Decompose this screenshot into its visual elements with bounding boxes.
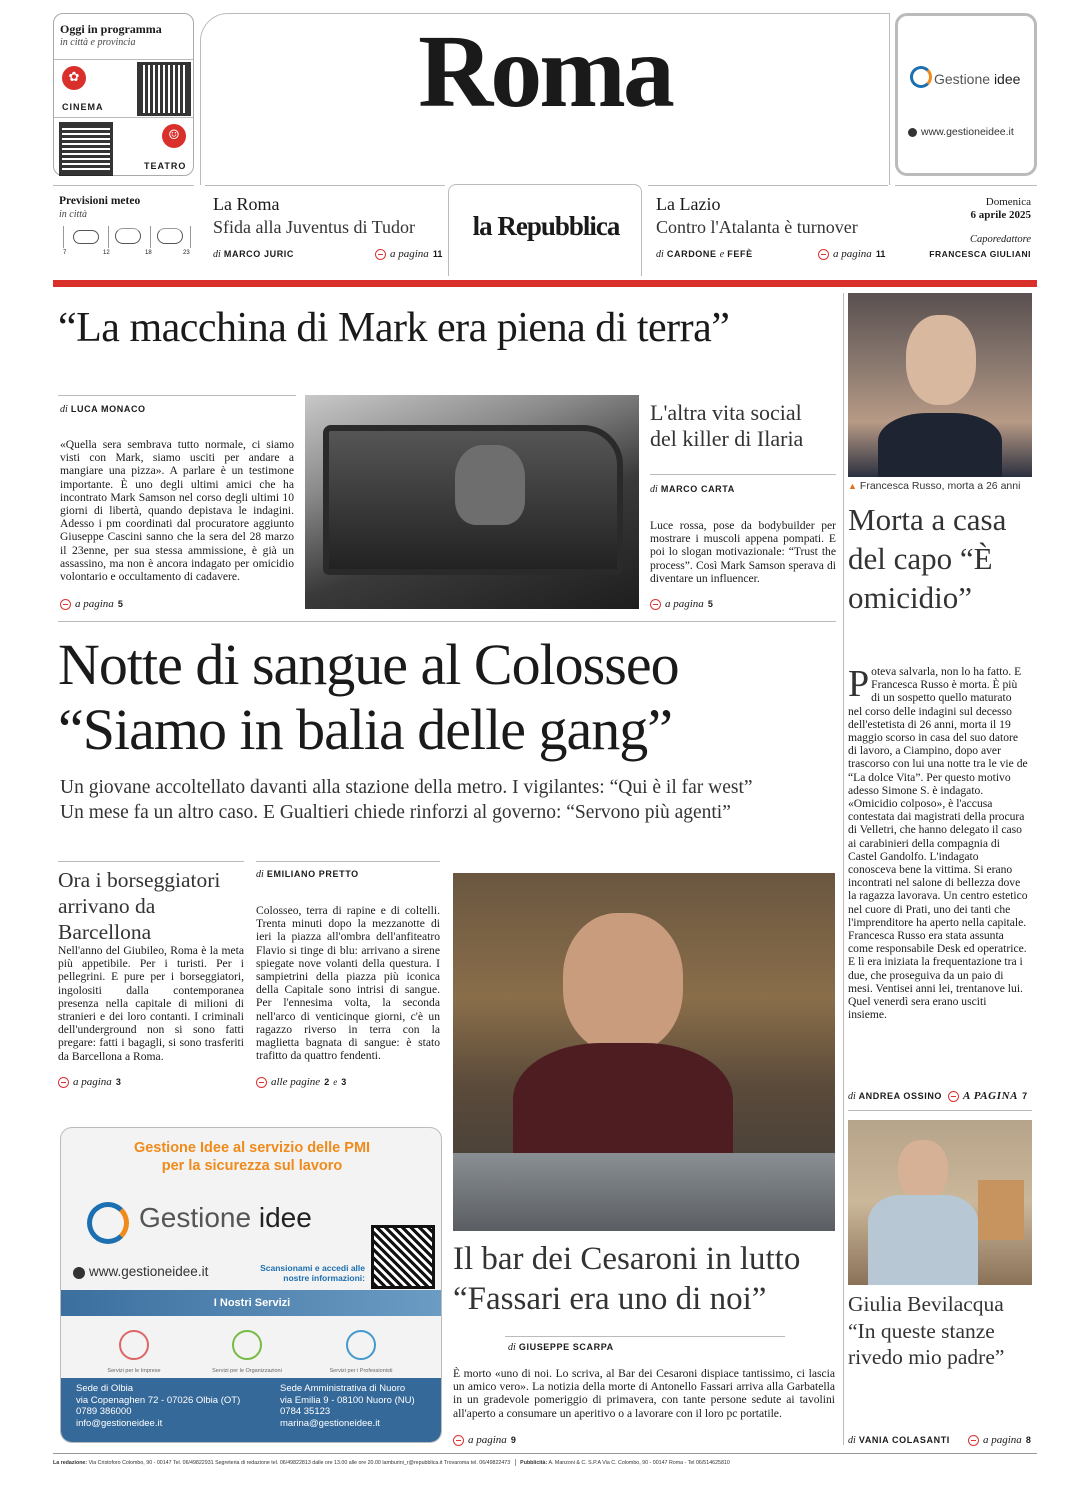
meteo-title: Previsioni meteo [59, 195, 141, 207]
meteo-subtitle: in città [59, 209, 88, 220]
russo-body-text: oteva salvarla, non lo ha fatto. E Francesca Russo è morta. È più di un sospetto quello maturato nel corso delle indagini sul decesso dell'estetista di 26 anni, morta il 19 maggio scorso in casa del suo datore di lavoro, a Ciampino, dopo aver trascorso con lui una notte tra le vie de “La dolce Vita”. Per questo motivo adesso Simone S. è indagato. «Omicidio colposo», è l'accusa contestata dai magistrati della procura di Velletri, che hanno delegato il caso ai carabinieri della compagnia di Castel Gandolfo. L'indagato conosceva bene la vittima. Si erano incontrati nel salone di bellezza dove la ragazza lavorava. Un centro estetico nel cuore di Prati, uno dei tanti che l'imprenditore ha aperto nella capitale. Francesca Russo era stata assunta come responsabile Desk ed operatrice. E lì era iniziata la frequentazione tra i due, che proseguiva da un paio di mesi. Ventisei anni lei, trentanove lui. Quel venerdì sera erano usciti insieme. [848, 665, 1028, 1022]
ref-num[interactable]: 3 [115, 1077, 121, 1087]
masthead-title: Roma [418, 14, 672, 129]
ad-scan-text: Scansionami e accedi alle nostre informazioni: [260, 1263, 365, 1283]
by: di [213, 249, 221, 260]
teatro-label: TEATRO [144, 161, 187, 171]
programma-subtitle: in città e provincia [60, 37, 136, 48]
service-label: Servizi per i Professionisti [329, 1368, 393, 1374]
colosseo-body: Colosseo, terra di rapine e di coltelli. Trenta minuti dopo la mezzanotte di ieri la piazza all'ombra dell'anfiteatro Flavio si tinge di blu: arrivano a sirene spiegate nove volanti della questura. I sampietrini della piazza più iconica della Capitale sono intrisi di sangue. Per l'ennesima volta, la seconda nell'arco di venticinque giorni, c'è un ragazzo riverso in terra con la maglietta bagnata di sangue: è stato trafitto da quattro fendenti. [256, 904, 440, 1063]
ref-pre: a pagina [833, 248, 872, 260]
service-label: Servizi per le Imprese [107, 1368, 161, 1374]
meteo-hour: 12 [103, 250, 110, 256]
meteo-box [53, 185, 194, 270]
main-headline-1[interactable]: Notte di sangue al Colosseo [58, 632, 679, 697]
repubblica-logo: la Repubblica [472, 211, 620, 241]
ref-num[interactable]: 5 [707, 599, 713, 609]
arrow-icon [948, 1091, 959, 1102]
service-organizzazioni-icon[interactable] [232, 1330, 262, 1360]
ref-num: 11 [432, 249, 443, 259]
ad-qr-code[interactable] [374, 1228, 432, 1286]
teaser-roma[interactable] [205, 185, 445, 270]
arrow-icon [256, 1077, 267, 1088]
story1-body: «Quella sera sembrava tutto normale, ci siamo visti con Mark, siamo usciti per andare a mangiare una pizza». A parlare è un testimone importante. È uno degli ultimi amici che ha incontrato Mark Samson nel corso degli ultimi 10 giorni di libertà, quando depistava le indagini. Adesso i pm coordinati dal procuratore aggiunto Giuseppe Cascini sanno che la sera del 28 marzo il 23enne, per sua stessa ammissione, è già un assassino, ma non è ancora indagato per omicidio volontario e occultamento di cadavere. [60, 438, 294, 584]
arrow-icon [650, 599, 661, 610]
olbia-mail[interactable]: info@gestioneidee.it [76, 1417, 163, 1429]
edition-date: 6 aprile 2025 [970, 209, 1031, 221]
cinema-label: CINEMA [62, 102, 104, 112]
ad-top-brand-a: Gestione [934, 71, 991, 87]
story1-author: LUCA MONACO [70, 404, 146, 414]
teaser-roma-team: La Roma [213, 194, 280, 214]
ad-services-title: I Nostri Servizi [213, 1297, 291, 1309]
globe-icon [908, 128, 917, 137]
story2-body: Luce rossa, pose da bodybuilder per mostrare i muscoli appena pompati. E poi lo slogan motivazionale: “Trust the process”. Così Mark Samson sperava di diventare un influencer. [650, 519, 836, 585]
ad-top[interactable] [895, 13, 1037, 176]
by: di [656, 249, 664, 260]
photo-fassari [453, 873, 835, 1231]
teaser-lazio-headline: Contro l'Atalanta è turnover [656, 217, 858, 237]
footer-pubblicita: A. Manzoni & C. S.P.A Via C. Colombo, 90 - 00147 Roma - Tel 06/514625810 [548, 1459, 730, 1466]
ref-num[interactable]: 7 [1022, 1091, 1028, 1101]
ref-num: 11 [875, 249, 886, 259]
ad-tagline-2: per la sicurezza sul lavoro [161, 1158, 343, 1174]
ref-pre: a pagina [390, 248, 429, 260]
by: di [256, 869, 264, 880]
arrow-icon [818, 249, 829, 260]
main-deck-1: Un giovane accoltellato davanti alla stazione della metro. I vigilantes: “Qui è il far west” [60, 777, 753, 798]
russo-dropcap: P [848, 663, 870, 705]
by: di [650, 484, 658, 495]
edition-role: Caporedattore [969, 234, 1031, 245]
ad-big-brand-a: Gestione [139, 1202, 252, 1233]
ref-num[interactable]: 3 [341, 1077, 347, 1087]
ref-num[interactable]: 9 [510, 1435, 516, 1445]
qr-cinema[interactable] [140, 65, 188, 113]
borseggiatori-body: Nell'anno del Giubileo, Roma è la meta più appetibile. Per i turisti. Per i pellegrini. E pure per i borseggiatori, ingolositi dalla contemporanea presenza nella capitale di milioni di stranieri e dei loro contanti. I criminali dell'underground non si sono fatti pregare: fatti i bagagli, si sono trasferiti da Barcellona a Roma. [58, 944, 244, 1063]
service-professionisti-icon[interactable] [346, 1330, 376, 1360]
service-label: Servizi per le Organizzazioni [212, 1368, 282, 1374]
olbia-tel[interactable]: 0789 386000 [76, 1406, 132, 1417]
russo-body [848, 665, 1028, 1021]
ad-top-brand-b: idee [993, 71, 1021, 87]
meteo-partly-sunny-icon [115, 228, 141, 244]
meteo-hour: 7 [63, 250, 67, 256]
borseggiatori-headline[interactable]: Ora i borseggiatori arrivano da Barcellona [58, 868, 221, 944]
nuoro-title: Sede Amministrativa di Nuoro [280, 1383, 406, 1394]
ad-big-brand-b: idee [258, 1202, 312, 1233]
ref-and: e [333, 1077, 338, 1087]
teaser-lazio-author: CARDONE [666, 249, 717, 259]
service-imprese-icon[interactable] [119, 1330, 149, 1360]
ad-tagline-1: Gestione Idee al servizio delle PMI [133, 1140, 371, 1156]
photo-car [305, 395, 639, 609]
ad-big[interactable] [60, 1127, 442, 1443]
ref-num[interactable]: 2 [324, 1077, 330, 1087]
programma-title: Oggi in programma [60, 22, 162, 36]
footer-redazione-label: La redazione: [53, 1459, 88, 1466]
ref-pre: a pagina [75, 598, 114, 610]
russo-caption: Francesca Russo, morta a 26 anni [859, 480, 1021, 492]
ref-num[interactable]: 5 [117, 599, 123, 609]
meteo-partly-sunny-icon-2 [157, 228, 183, 244]
qr-teatro[interactable] [62, 125, 110, 173]
edition-box [895, 185, 1037, 270]
globe-icon [73, 1267, 85, 1279]
ad-big-url[interactable]: www.gestioneidee.it [89, 1264, 209, 1279]
colosseo-author: EMILIANO PRETTO [266, 869, 359, 879]
story1-headline[interactable]: “La macchina di Mark era piena di terra” [58, 305, 730, 351]
and: e [719, 249, 725, 260]
bevilacqua-headline[interactable]: Giulia Bevilacqua “In queste stanze rivedo mio padre” [848, 1292, 1005, 1369]
gestione-big-logo-icon [87, 1202, 129, 1244]
photo-russo [848, 293, 1032, 477]
ref-pre: alle pagine [271, 1076, 321, 1088]
photo-bevilacqua [848, 1120, 1032, 1285]
programma-box [53, 13, 194, 176]
olbia-addr: via Copenaghen 72 - 07026 Olbia (OT) [76, 1394, 241, 1406]
footer-redazione: Via Cristoforo Colombo, 90 - 00147 Tel. 06/49822931 Segreteria di redazione tel. 06/49822813 dalle ore 13.00 alle ore 20.00 lamburini_r@repubblica.it Trovaroma tel. 06/49822473 [88, 1459, 511, 1466]
red-rule [53, 280, 1037, 287]
cesaroni-body: È morto «uno di noi. Lo scriva, al Bar dei Cesaroni dispiace tantissimo, ci lascia un amico vero». La notizia della morte di Antonello Fassari arriva alla Garbatella in un gradevole pomeriggio di primavera, con tante persone sedute ai tavolini all'aperto a consumare un aperitivo o a lavorare con il loro pc portatile. [453, 1367, 835, 1420]
arrow-icon [375, 249, 386, 260]
edition-day: Domenica [985, 196, 1031, 208]
by: di [60, 404, 68, 415]
ref-pre: a pagina [468, 1434, 507, 1446]
teaser-lazio-team: La Lazio [656, 194, 721, 214]
main-headline-2[interactable]: “Siamo in balia delle gang” [58, 697, 673, 762]
teaser-lazio-author2: FEFÈ [727, 249, 753, 259]
footer-pubblicita-label: Pubblicità: [520, 1459, 548, 1466]
olbia-title: Sede di Olbia [76, 1383, 134, 1394]
nuoro-addr: via Emilia 9 - 08100 Nuoro (NU) [280, 1394, 415, 1406]
by: di [508, 1342, 516, 1353]
ref-pre: a pagina [665, 598, 704, 610]
teatro-icon: ☺ [162, 124, 186, 148]
by: di [848, 1090, 856, 1102]
bevilacqua-author: VANIA COLASANTI [858, 1435, 950, 1445]
by: di [848, 1435, 856, 1446]
gestione-logo-icon [910, 66, 932, 88]
story2-headline[interactable]: L'altra vita social del killer di Ilaria [650, 400, 804, 451]
story2-author: MARCO CARTA [660, 484, 735, 494]
meteo-hour: 23 [183, 250, 190, 256]
teaser-lazio[interactable] [648, 185, 888, 270]
edition-name: FRANCESCA GIULIANI [929, 249, 1031, 259]
nuoro-tel[interactable]: 0784 35123 [280, 1406, 331, 1417]
nuoro-mail[interactable]: marina@gestioneidee.it [280, 1417, 380, 1429]
arrow-icon [60, 599, 71, 610]
cesaroni-headline-2[interactable]: “Fassari era uno di noi” [453, 1281, 767, 1317]
arrow-icon [968, 1435, 979, 1446]
russo-author: ANDREA OSSINO [858, 1090, 943, 1101]
cesaroni-headline-1[interactable]: Il bar dei Cesaroni in lutto [453, 1241, 801, 1277]
teaser-roma-headline: Sfida alla Juventus di Tudor [213, 217, 416, 237]
arrow-icon [453, 1435, 464, 1446]
main-deck-2: Un mese fa un altro caso. E Gualtieri chiede rinforzi al governo: “Servono più agenti” [60, 802, 731, 823]
teaser-roma-author: MARCO JURIC [223, 249, 294, 259]
repubblica-logo-box [448, 184, 642, 276]
caption-triangle-icon: ▲ [848, 481, 857, 491]
russo-headline[interactable]: Morta a casa del capo “È omicidio” [848, 502, 1007, 615]
ref-num[interactable]: 8 [1025, 1435, 1031, 1445]
cesaroni-author: GIUSEPPE SCARPA [518, 1342, 614, 1352]
cinema-icon: ✿ [62, 66, 86, 90]
meteo-hour: 18 [145, 250, 152, 256]
ref-pre: a pagina [983, 1434, 1022, 1446]
ad-top-url[interactable]: www.gestioneidee.it [921, 126, 1014, 138]
meteo-cloud-icon [73, 230, 99, 244]
ref-pre: A PAGINA [963, 1090, 1019, 1102]
ref-pre: a pagina [73, 1076, 112, 1088]
arrow-icon [58, 1077, 69, 1088]
